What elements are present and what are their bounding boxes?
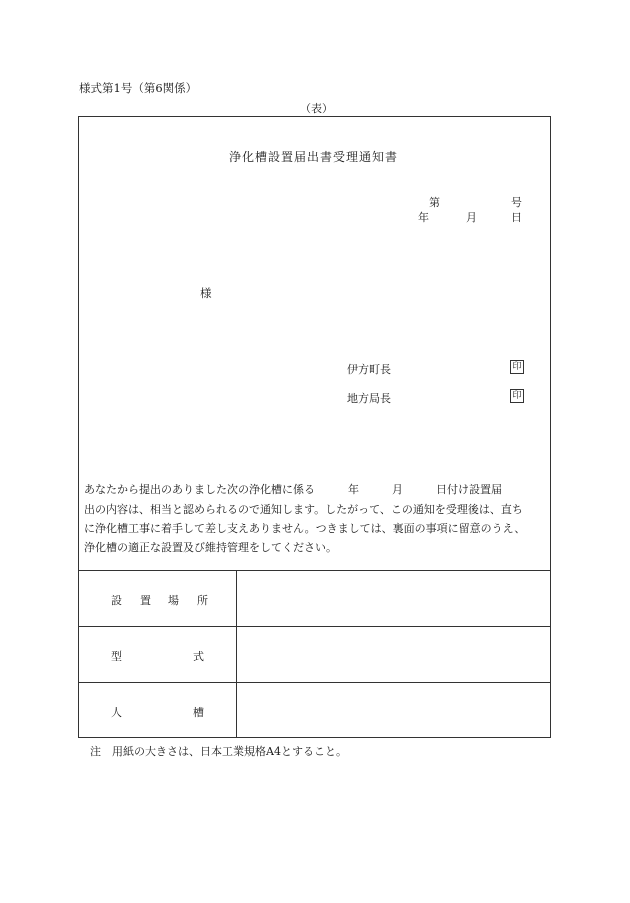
seal-stamp-icon: 印 [510,360,524,374]
notice-text-line: に浄化槽工事に着手して差し支えありません。つきましては、裏面の事項に留意のうえ、 [84,522,526,535]
label-capacity: 人 [111,706,122,719]
number-suffix: 号 [511,196,522,209]
label-installation-location: 場 [168,594,179,607]
date-day: 日 [511,211,522,224]
date-month: 月 [466,211,477,224]
notice-text-line: 出の内容は、相当と認められるので通知します。したがって、この通知を受理後は、直ち [84,503,523,516]
addressee-suffix: 様 [200,286,212,300]
label-model: 型 [111,650,122,663]
footnote: 注 用紙の大きさは、日本工業規格A4とすること。 [90,745,347,758]
number-prefix: 第 [429,196,440,209]
side-label: （表） [300,102,333,115]
notice-text-line: 浄化槽の適正な設置及び維持管理をしてください。 [84,541,337,554]
label-model: 式 [193,650,204,663]
form-number-label: 様式第1号（第6関係） [79,81,198,95]
label-installation-location: 置 [140,594,151,607]
label-installation-location: 設 [111,594,122,607]
label-capacity: 槽 [193,706,204,719]
table-divider [78,626,551,627]
seal-stamp-icon: 印 [510,389,524,403]
issuer-regional-director: 地方局長 [347,392,391,405]
document-frame [78,116,551,738]
document-title: 浄化槽設置届出書受理通知書 [229,150,399,164]
notice-text-line: あなたから提出のありました次の浄化槽に係る 年 月 日付け設置届 [84,483,502,496]
label-installation-location: 所 [197,594,208,607]
table-column-divider [236,570,237,738]
date-year: 年 [418,211,429,224]
issuer-town-mayor: 伊方町長 [347,363,391,376]
table-divider [78,570,551,571]
table-divider [78,682,551,683]
